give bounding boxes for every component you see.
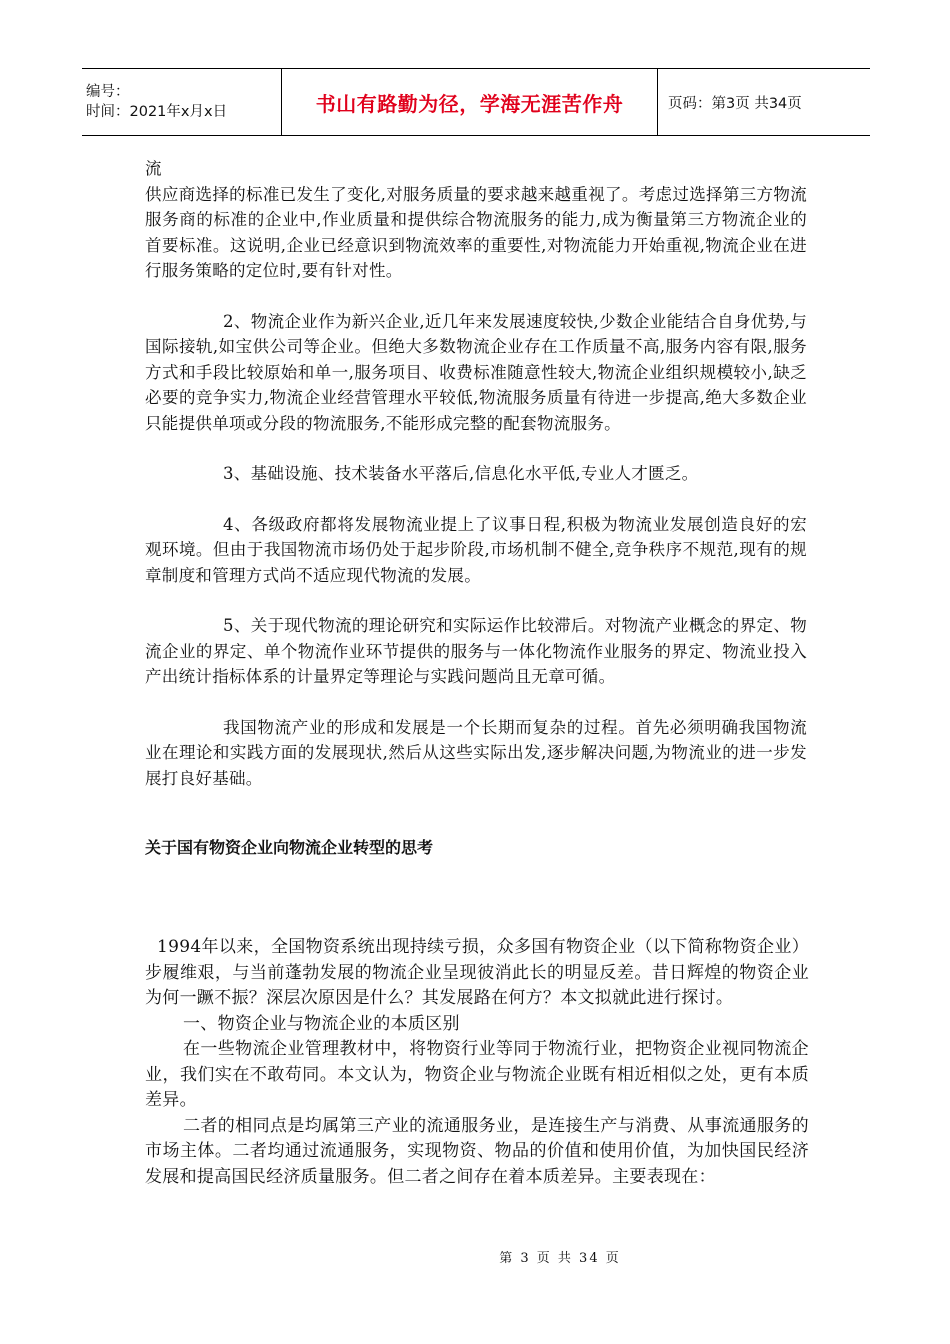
header-meta (82, 69, 282, 135)
header-motto: 书山有路勤为径，学海无涯苦作舟 (282, 69, 658, 135)
paragraph-point-2: 2、物流企业作为新兴企业,近几年来发展速度较快,少数企业能结合自身优势,与国际接轨,如宝供公司等企业。但绝大多数物流企业存在工作质量不高,服务内容有限,服务方式和手段比较原始和单一,服务项目、收费标准随意性较大,物流企业组织规模较小,缺乏必要的竞争实力,物流企业经营管理水平较低,物流服务质量有待进一步提高,绝大多数企业只能提供单项或分段的物流服务,不能形成完整的配套物流服务。 (145, 311, 807, 433)
paragraph-conclusion: 我国物流产业的形成和发展是一个长期而复杂的过程。首先必须明确我国物流业在理论和实践方面的发展现状,然后从这些实际出发,逐步解决问题,为物流业的进一步发展打良好基础。 (145, 717, 807, 788)
paragraph-point-3: 3、基础设施、技术装备水平落后,信息化水平低,专业人才匮乏。 (223, 464, 699, 483)
paragraph-similarities: 二者的相同点是均属第三产业的流通服务业，是连接生产与消费、从事流通服务的市场主体。二者均通过流通服务，实现物资、物品的价值和使用价值，为加快国民经济发展和提高国民经济质量服务。但二者之间存在着本质差异。主要表现在： (145, 1115, 809, 1187)
paragraph-point-4: 4、各级政府都将发展物流业提上了议事日程,积极为物流业发展创造良好的宏观环境。但由于我国物流市场仍处于起步阶段,市场机制不健全,竞争秩序不规范,现有的规章制度和管理方式尚不适应现代物流的发展。 (145, 514, 807, 585)
header-page-number: 页码：第3页 共34页 (668, 95, 802, 112)
doc-date-label: 时间：2021年x月x日 (86, 104, 228, 120)
paragraph-intro: 1994年以来，全国物资系统出现持续亏损，众多国有物资企业（以下简称物资企业）步履维艰，与当前蓬勃发展的物流企业呈现彼消此长的明显反差。昔日辉煌的物资企业为何一蹶不振？深层次原因是什么？其发展路在何方？本文拟就此进行探讨。 (145, 937, 809, 1008)
paragraph-point-5: 5、关于现代物流的理论研究和实际运作比较滞后。对物流产业概念的界定、物流企业的界定、单个物流作业环节提供的服务与一体化物流作业服务的界定、物流业投入产出统计指标体系的计量界定等理论与实践问题尚且无章可循。 (145, 616, 807, 686)
article-body (145, 935, 809, 1190)
page-header (82, 68, 870, 136)
doc-number-label: 编号： (86, 84, 130, 100)
paragraph-continued-word: 流 (145, 159, 162, 178)
article-heading: 关于国有物资企业向物流企业转型的思考 (145, 838, 434, 857)
paragraph-textbook-view: 在一些物流企业管理教材中，将物资行业等同于物流行业，把物资企业视同物流企业，我们实在不敢苟同。本文认为，物资企业与物流企业既有相近相似之处，更有本质差异。 (145, 1039, 809, 1110)
section-heading-1: 一、物资企业与物流企业的本质区别 (183, 1013, 460, 1034)
page-footer: 第 3 页 共 34 页 (499, 1251, 621, 1266)
main-content (145, 156, 807, 858)
paragraph-supplier-standards: 供应商选择的标准已发生了变化,对服务质量的要求越来越重视了。考虑过选择第三方物流服务商的标准的企业中,作业质量和提供综合物流服务的能力,成为衡量第三方物流企业的首要标准。这说明,企业已经意识到物流效率的重要性,对物流能力开始重视,物流企业在进行服务策略的定位时,要有针对性。 (145, 184, 807, 280)
